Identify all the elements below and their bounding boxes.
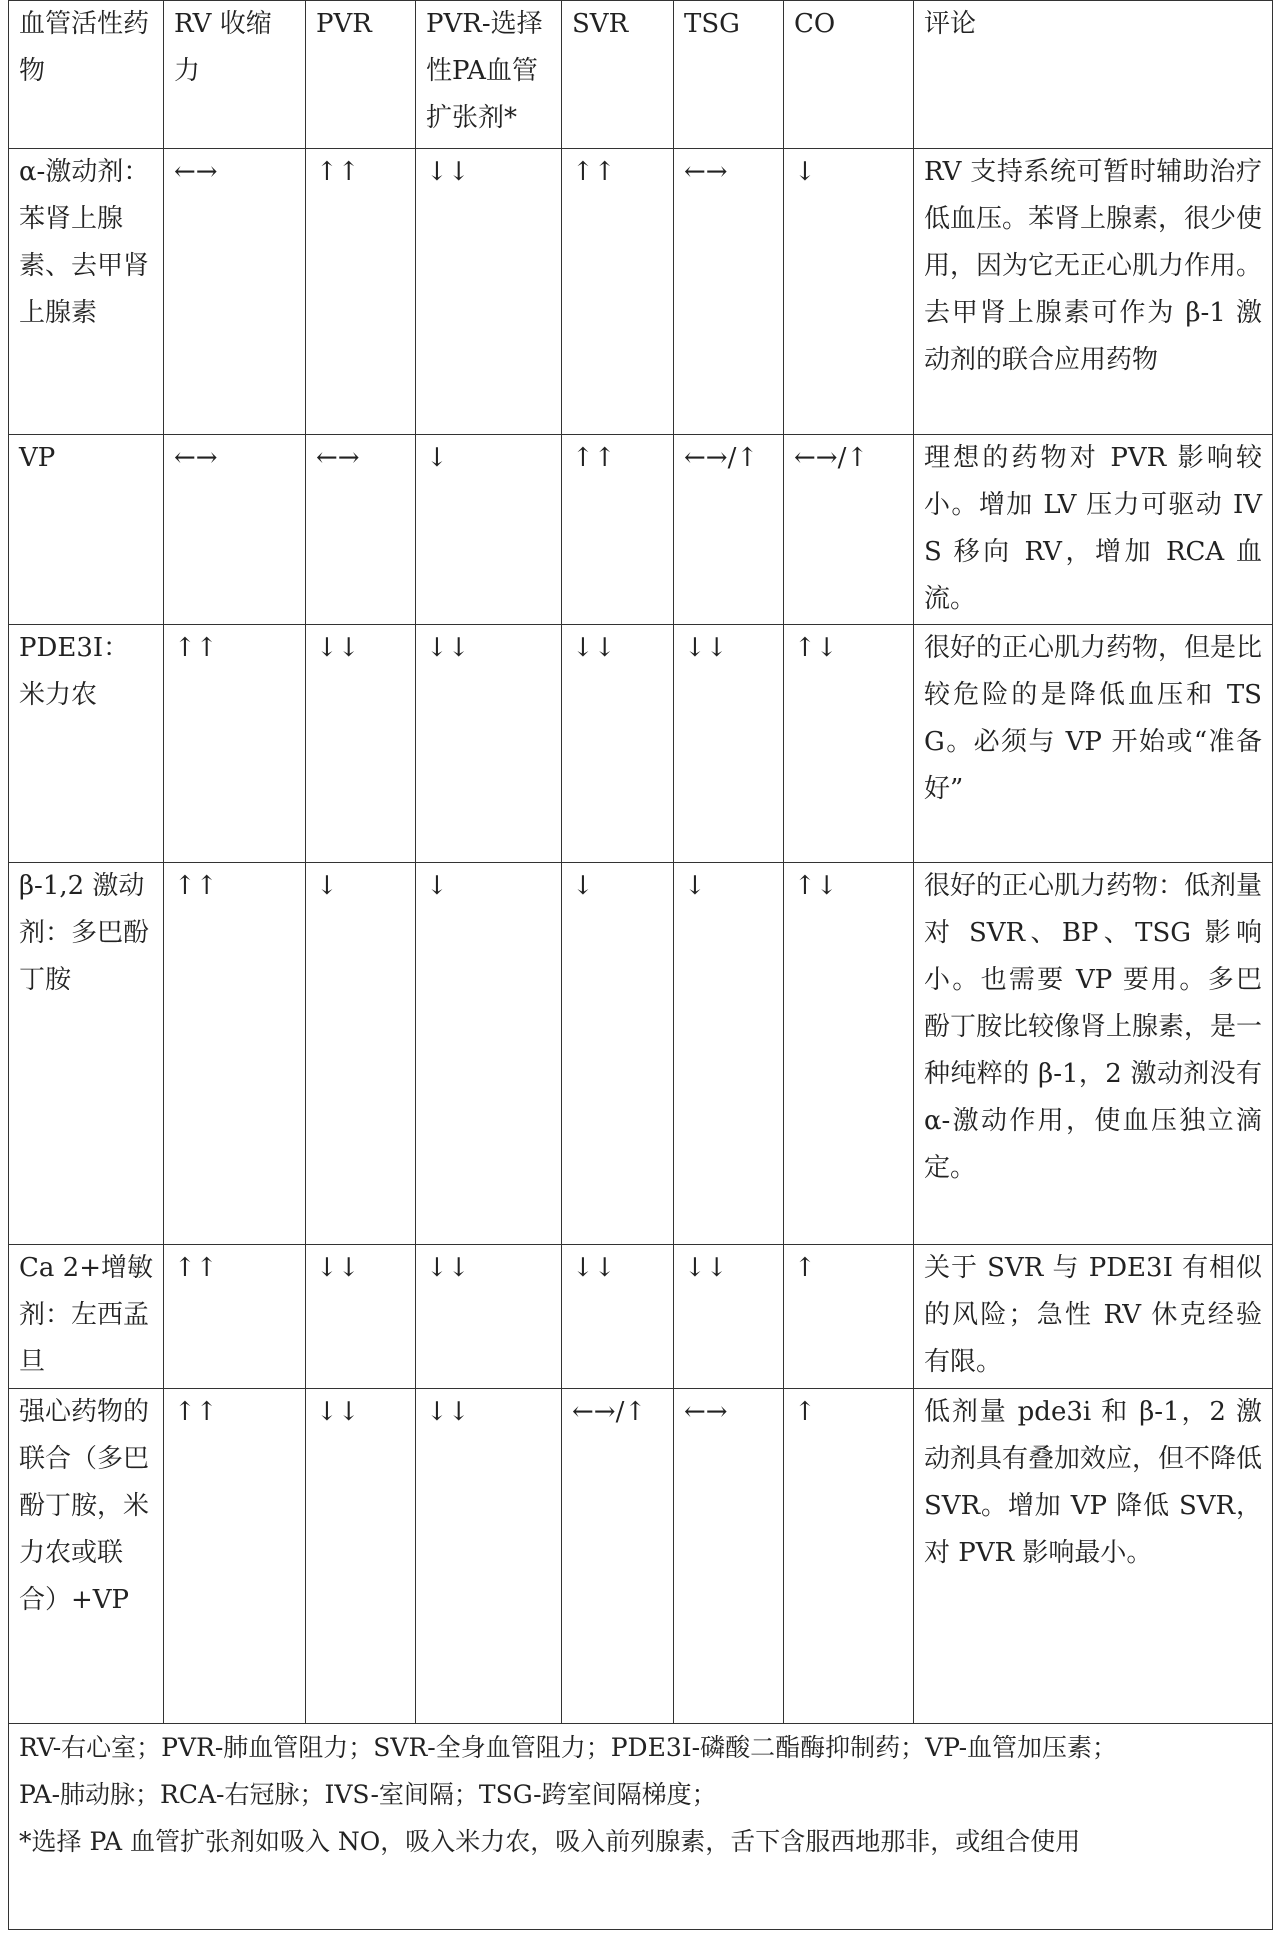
- pvr-selective-cell: ↓: [416, 863, 562, 1245]
- co-cell: ←→/↑: [784, 435, 914, 625]
- pvr-cell: ↓↓: [306, 1245, 416, 1389]
- table-row: [9, 1245, 1273, 1389]
- co-cell: ↓: [784, 149, 914, 435]
- co-cell: ↑↓: [784, 625, 914, 863]
- svr-cell: ↑↑: [562, 435, 674, 625]
- pvr-cell: ←→: [306, 435, 416, 625]
- pvr-selective-cell: ↓↓: [416, 625, 562, 863]
- pvr-selective-cell: ↓↓: [416, 1389, 562, 1724]
- svr-cell: ↓↓: [562, 1245, 674, 1389]
- abbreviation-notes: [9, 1724, 1273, 1930]
- svr-cell: ←→/↑: [562, 1389, 674, 1724]
- comment-cell: 关于 SVR 与 PDE3I 有相似的风险；急性 RV 休克经验有限。: [914, 1245, 1273, 1389]
- pvr-cell: ↑↑: [306, 149, 416, 435]
- pvr-cell: ↓↓: [306, 1389, 416, 1724]
- drug-cell: VP: [9, 435, 164, 625]
- table-header-row: [9, 1, 1273, 149]
- header-cell-co: CO: [784, 1, 914, 149]
- note-line: *选择 PA 血管扩张剂如吸入 NO，吸入米力农，吸入前列腺素，舌下含服西地那非，或组合使用: [19, 1827, 1081, 1856]
- table-row: [9, 863, 1273, 1245]
- drug-cell: PDE3I：米力农: [9, 625, 164, 863]
- rv-cell: ↑↑: [164, 863, 306, 1245]
- rv-cell: ←→: [164, 149, 306, 435]
- header-cell-svr: SVR: [562, 1, 674, 149]
- pvr-selective-cell: ↓↓: [416, 1245, 562, 1389]
- tsg-cell: ↓↓: [674, 1245, 784, 1389]
- drug-cell: 强心药物的联合（多巴酚丁胺，米力农或联合）+VP: [9, 1389, 164, 1724]
- drug-cell: Ca 2+增敏剂：左西孟旦: [9, 1245, 164, 1389]
- comment-cell: 很好的正心肌力药物，但是比较危险的是降低血压和 TSG。必须与 VP 开始或“准备好”: [914, 625, 1273, 863]
- drug-cell: β-1,2 激动剂：多巴酚丁胺: [9, 863, 164, 1245]
- pvr-cell: ↓↓: [306, 625, 416, 863]
- table-row: [9, 435, 1273, 625]
- co-cell: ↑: [784, 1245, 914, 1389]
- tsg-cell: ↓↓: [674, 625, 784, 863]
- co-cell: ↑: [784, 1389, 914, 1724]
- table-row: [9, 149, 1273, 435]
- co-cell: ↑↓: [784, 863, 914, 1245]
- pvr-cell: ↓: [306, 863, 416, 1245]
- svr-cell: ↓: [562, 863, 674, 1245]
- rv-cell: ↑↑: [164, 1245, 306, 1389]
- header-cell-pvr: PVR: [306, 1, 416, 149]
- tsg-cell: ←→/↑: [674, 435, 784, 625]
- header-cell-drug: 血管活性药物: [9, 1, 164, 149]
- svr-cell: ↓↓: [562, 625, 674, 863]
- header-cell-tsg: TSG: [674, 1, 784, 149]
- note-line: RV-右心室；PVR-肺血管阻力；SVR-全身血管阻力；PDE3I-磷酸二酯酶抑制药；VP-血管加压素；: [19, 1733, 1118, 1762]
- table-notes-row: [9, 1724, 1273, 1930]
- tsg-cell: ←→: [674, 149, 784, 435]
- header-cell-comment: 评论: [914, 1, 1273, 149]
- header-cell-rv: RV 收缩力: [164, 1, 306, 149]
- table-row: [9, 1389, 1273, 1724]
- comment-cell: RV 支持系统可暂时辅助治疗低血压。苯肾上腺素，很少使用，因为它无正心肌力作用。去甲肾上腺素可作为 β-1 激动剂的联合应用药物: [914, 149, 1273, 435]
- svr-cell: ↑↑: [562, 149, 674, 435]
- rv-cell: ↑↑: [164, 625, 306, 863]
- rv-cell: ←→: [164, 435, 306, 625]
- tsg-cell: ↓: [674, 863, 784, 1245]
- comment-cell: 低剂量 pde3i 和 β-1，2 激动剂具有叠加效应，但不降低 SVR。增加 VP 降低 SVR，对 PVR 影响最小。: [914, 1389, 1273, 1724]
- comment-cell: 很好的正心肌力药物：低剂量对 SVR、BP、TSG 影响小。也需要 VP 要用。多巴酚丁胺比较像肾上腺素，是一种纯粹的 β-1，2 激动剂没有 α-激动作用，使血压独立滴定。: [914, 863, 1273, 1245]
- comment-cell: 理想的药物对 PVR 影响较小。增加 LV 压力可驱动 IVS 移向 RV，增加 RCA 血流。: [914, 435, 1273, 625]
- tsg-cell: ←→: [674, 1389, 784, 1724]
- drug-cell: α-激动剂：苯肾上腺素、去甲肾上腺素: [9, 149, 164, 435]
- table-row: [9, 625, 1273, 863]
- note-line: PA-肺动脉；RCA-右冠脉；IVS-室间隔；TSG-跨室间隔梯度；: [19, 1780, 717, 1809]
- pvr-selective-cell: ↓: [416, 435, 562, 625]
- vasoactive-drug-table: [8, 0, 1273, 1930]
- document-page: [8, 0, 1272, 1930]
- header-cell-pvr-selective: PVR-选择性PA血管扩张剂*: [416, 1, 562, 149]
- pvr-selective-cell: ↓↓: [416, 149, 562, 435]
- rv-cell: ↑↑: [164, 1389, 306, 1724]
